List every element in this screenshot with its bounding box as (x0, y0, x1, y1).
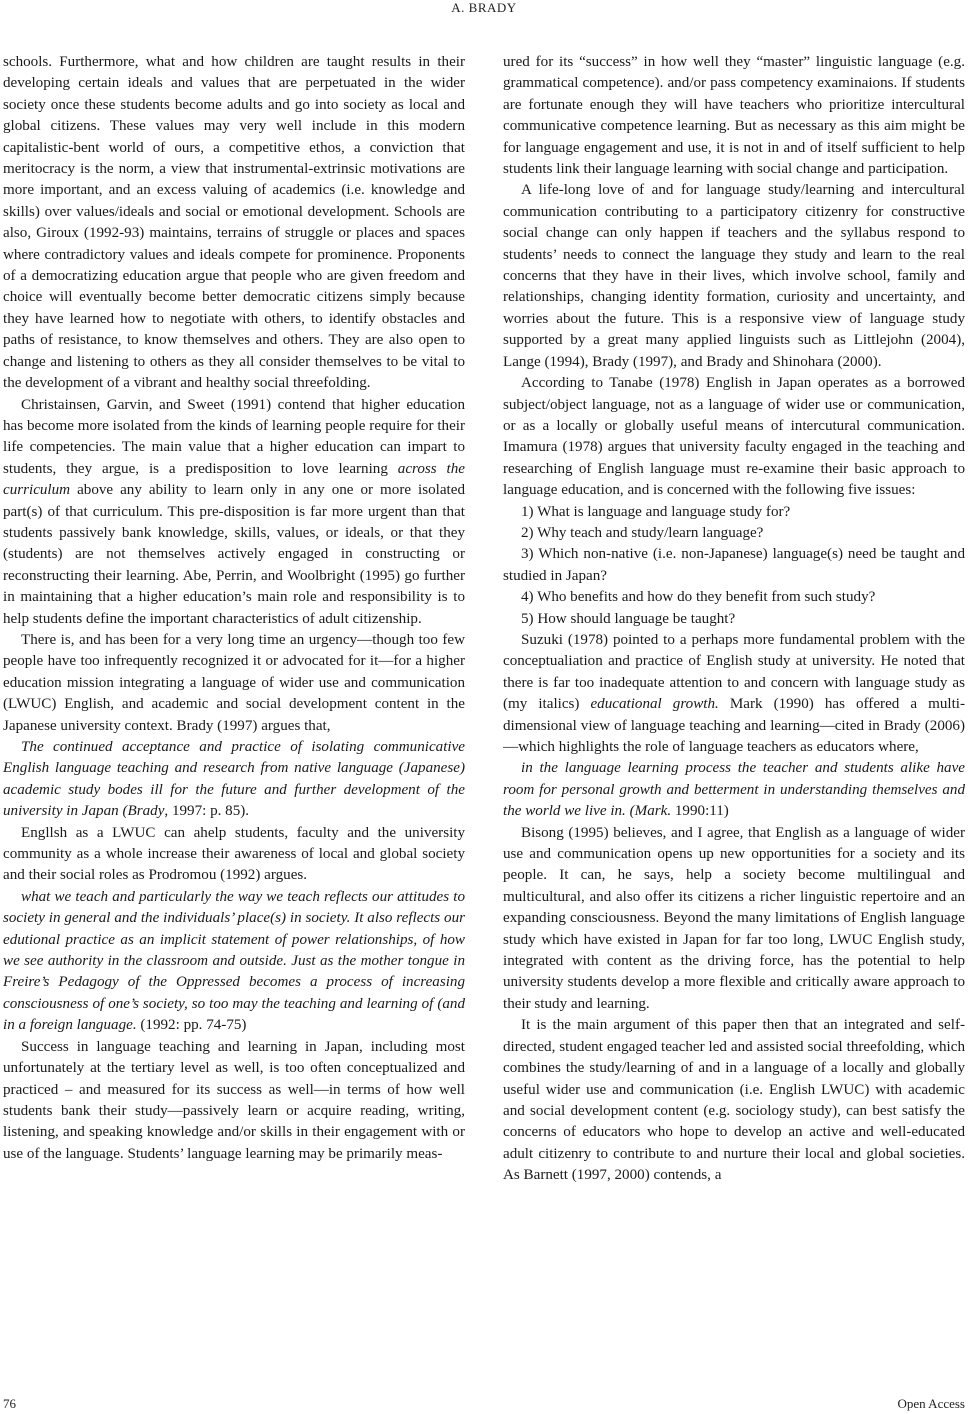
paragraph: schools. Furthermore, what and how children are taught results in their developing certain ideals and values that are perpetuated in the wider society once these students become adults and go into society as local and global citizens. These values may very well include in this modern capitalistic-bent world of ours, a competitive ethos, a conviction that meritocracy is the norm, a view that instrumental-extrinsic motivations are more important, and an excess valuing of academics (i.e. knowledge and skills) over values/ideals and social or emotional development. Schools are also, Giroux (1992-93) maintains, terrains of struggle or places and spaces where contradictory values and ideals compete for prominence. Proponents of a democratizing education argue that people who are given freedom and choice will eventually become better democratic citizens simply because they have learned how to negotiate with others, to identify obstacles and paths of resistance, to know themselves and others. They are also open to change and listening to others as they all consider themselves to be vital to the development of a vibrant and healthy social threefolding. (3, 54, 465, 392)
quote-text: Mark. (634, 803, 672, 820)
text-span: Suzuki (1978) pointed to a perhaps more fundamental problem with the conceptualiation and practice of English study at university. He noted that there is far too inadequate attention to and concern with language study as (my italics) (503, 631, 965, 713)
list-item: 1) What is language and language study for? (521, 503, 791, 520)
citation: 1990:11) (671, 803, 729, 820)
paragraph: Engllsh as a LWUC can ahelp students, faculty and the university community as a whole increase their awareness of local and global society and their social roles as Prodromou (1992) argues. (3, 824, 465, 884)
paragraph: ured for its “success” in how well they “master” linguistic language (e.g. grammatical competence). and/or pass competency examinaions. If students are fortunate enough they will have teachers who prioritize intercultural communicative competence learning. But as necessary as this aim might be for language engagement and use, it is not in and of itself sufficient to help students link their language learning with social change and participation. (503, 54, 965, 178)
list-item: 3) Which non-native (i.e. non-Japanese) language(s) need be taught and studied in Japan? (503, 546, 965, 584)
page-footer (0, 1396, 968, 1412)
paragraph: A life-long love of and for language study/learning and intercultural communication contributing to a participatory citizenry for constructive social change can only happen if teachers and the syllabus respond to students’ needs to connect the language they study and learn to the real concerns that they have in their lives, which involve school, family and relationships, changing identity formation, curiosity and uncertainty, and worries about the future. This is a responsive view of language study supported by a great many applied linguists such as Littlejohn (2004), Lange (1994), Brady (1997), and Brady and Shinohara (2000). (503, 182, 965, 370)
emphasis: educational growth. (590, 696, 719, 713)
citation: (1992: pp. 74-75) (136, 1017, 247, 1034)
block-quote (3, 737, 465, 823)
page-number: 76 (3, 1396, 16, 1411)
left-column (3, 52, 465, 1380)
emphasis: across the curriculum (3, 460, 465, 499)
publisher-label: Open Access (897, 1396, 965, 1411)
running-header: A. BRADY (451, 0, 517, 15)
list-item: 5) How should language be taught? (521, 610, 736, 627)
quote-text: what we teach and particularly the way we teach reflects our attitudes to society in general and the individuals’ place(s) in society. It also reflects our edutional practice as an implicit statement of power relationships, of how we see authority in the classroom and outside. Just as the mother tongue in Freire’s Pedagogy of the Oppressed becomes a process of increasing consciousness of one’s society, so too may the teaching and learning of (and in a foreign language. (3, 888, 465, 1034)
paragraph (503, 630, 965, 758)
quote-text: ) academic study bodes ill for the future and further development of the university in Japan ( (3, 760, 465, 820)
block-quote (3, 887, 465, 1037)
citation: , 1997: p. 85). (164, 803, 250, 820)
text-span: Mark (1990) has offered a multi-dimensional view of language teaching and learning—cited in Brady (2006) —which highlights the role of language teachers as educators where, (503, 696, 965, 755)
text-span: Christainsen, Garvin, and Sweet (1991) contend that higher education has become more isolated from the kinds of learning people require for their life competencies. The main value that a higher education can impart to students, they argue, is a predisposition to love learning (3, 396, 465, 477)
paragraph: According to Tanabe (1978) English in Japan operates as a borrowed subject/object language, not as a language of wider use or communication, or as a locally or globally useful means of intercutural communication. Imamura (1978) argues that university faculty engaged in the teaching and researching of English language must re-examine their basic approach to language education, and is concerned with the following five issues: (503, 375, 965, 499)
paragraph: It is the main argument of this paper then that an integrated and self-directed, student engaged teacher led and assisted social threefolding, which combines the study/learning of and in a language of a locally and globally useful wider use and communication (i.e. English LWUC) with academic and social development content (e.g. sociology study), can best satisfy the concerns of educators who hope to develop an active and well-educated adult citizenry to contribute to and nurture their local and global societies. As Barnett (1997, 2000) contends, a (503, 1017, 965, 1184)
list-item: 4) Who benefits and how do they benefit from such study? (521, 589, 876, 606)
paragraph: There is, and has been for a very long time an urgency—though too few people have too infrequently recognized it or advocated for it—for a higher education mission integrating a language of wider use and communication (LWUC) English, and academic and social development content in the Japanese university context. Brady (1997) argues that, (3, 631, 465, 734)
block-quote (503, 758, 965, 822)
right-column (503, 52, 965, 1380)
list-item: 2) Why teach and study/learn language? (521, 524, 764, 541)
quote-text: in the language learning process the teacher and students alike have room for personal growth and betterment in understanding themselves and the world we live in. ( (503, 760, 965, 820)
paragraph: Bisong (1995) believes, and I agree, that English as a language of wider use and communication opens up new opportunities for a society and its people. It can, he says, help a society become multilingual and multicultural, and also offer its citizens a richer linguistic repertoire and an expanding consciousness. Beyond the many limitations of English language study which have existed in Japan for far too long, LWUC English study, integrated with content as the driving force, has the potential to help university students develop a more flexible and critically aware approach to their study and learning. (503, 824, 965, 1012)
quote-text: Japanese (403, 760, 460, 777)
text-span: above any ability to learn only in any one or more isolated part(s) of that curriculum. This pre-disposition is far more urgent than that students passively bank knowledge, skills, values, or ideals, or that they (students) are not themselves actively engaged in constructing or reconstructing their learning. Abe, Perrin, and Woolbright (1995) go further in maintaining that a higher education’s main role and responsibility is to help students define the important characteristics of adult citizenship. (3, 482, 465, 627)
paragraph (3, 395, 465, 630)
quote-text: Brady (127, 803, 165, 820)
paragraph: Success in language teaching and learning in Japan, including most unfortunately at the tertiary level as well, is too often conceptualized and practiced – and measured for its success as well—in terms of how well students bank their study—passively learn or acquire reading, writing, listening, and speaking knowledge and/or skills in their engagement with or use of the language. Students’ language learning may be primarily meas- (3, 1038, 465, 1162)
quote-text: The continued acceptance and practice of isolating communicative English language teaching and research from native language ( (3, 739, 465, 777)
